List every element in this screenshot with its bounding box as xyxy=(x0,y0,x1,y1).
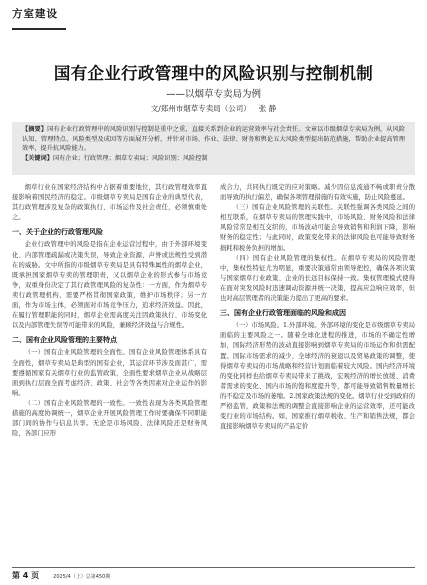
keywords xyxy=(22,154,405,164)
article-subtitle: ——以烟草专卖局为例 xyxy=(165,89,261,100)
page-footer xyxy=(12,570,110,581)
keywords-text: 国有企业；行政管理；烟草专卖局；风险识别；风险控制 xyxy=(52,154,208,162)
body-paragraph: （一）国有企业风险管理的全面性。国有企业风险管理体系具有全面性，烟草专卖局是典型的国有企业，其运营环节涉及面甚广，需要遵循国家有关烟草行业的监管政策，全面性要求烟草企业从战略层面到执行层面全面考虑经济、政策、社会等各类因素对企业运作的影响。 xyxy=(12,349,207,397)
body-paragraph: 烟草行业在国家经济结构中占据着重要地位，其行政管理效率直接影响着国民经济的稳定。市级烟草专卖局是国有企业的典型代表，其行政管理涉及复杂的政策执行、市场运作及社会责任，必须慎重处之。 xyxy=(12,184,207,222)
author-name: 张 静 xyxy=(258,104,277,113)
body-column-left xyxy=(12,183,207,439)
section-heading: 三、国有企业行政管理面临的风险和成因 xyxy=(220,309,346,318)
body-paragraph: （四）国有企业风险管理的集权性。在烟草专卖局的风险管理中，集权性特征尤为明显，重要决策通常由领导把控，确保各项决策与国家烟草行业政策、企业的长远目标保持一致。集权管理模式使得在面对突发风险时迅速调动资源并统一决策，提高应急响应效率，但也对高层管理者的决策能力提出了更高的要求。 xyxy=(220,254,415,303)
abstract-label: 【摘要】 xyxy=(22,126,48,133)
article-title: 国有企业行政管理中的风险识别与控制机制 xyxy=(53,64,374,83)
column-tag-rule xyxy=(12,28,66,30)
column-tag: 方室建设 xyxy=(12,8,58,20)
footer-rule xyxy=(12,567,415,568)
body-paragraph: （三）国有企业风险管理的关联性。关联性强调各类风险之间的相互联系，在烟草专卖局的管理实践中，市场风险、财务风险和法律风险常常是相互交织的，市场波动可能会导致销售和利润下降，影响财务的稳定性；与此同时，政策变化带来的法律风险也可能导致财务损耗和税务负担的增加。 xyxy=(220,204,415,252)
body-paragraph: 企业行政管理中的风险是指在企业运营过程中，由于外部环境变化、内部管理疏漏或决策失误，导致企业资源、声誉或法规性受到潜在的威胁。文中所指的市级烟草专卖局是具有特殊属性的烟草企业，既承担国家烟草专卖的管理职责，又以烟草企业的形式参与市场竞争，双重身份决定了其行政管理风险的复杂性：一方面，作为烟草专卖行政管理机构，需要严格贯彻国家政策，维护市场秩序；另一方面，作为市场主体，必须面对市场竞争压力，追求经济效益。因此，在履行管理职能的同时，烟草企业需高度关注因政策执行、市场变化以及内部管理失误等可能带来的风险，兼顾经济效益与合规性。 xyxy=(12,241,207,330)
keywords-label: 【关键词】 xyxy=(22,154,53,162)
body-paragraph: （二）国有企业风险管理的一致性。一致性表现为各类风险管理措施的高度协调统一，烟草企业开展风险管理工作时要确保不同职能部门间的协作与信息共享。无论是市场风险、法律风险还是财务风险，各部门应形 xyxy=(12,399,207,438)
affiliation: 文/郑州市烟草专卖局（公司） xyxy=(150,104,251,113)
abstract-text: 国有企业行政管理中的风险识别与控制是重中之重，直接关系到企业的运营效率与社会责任。文章以市级烟草专卖局为例，从风险认知、管理特点、风险类型及成因等方面展开分析，并针对市场、作业、法律、财务和舆论五大风险类型提出防范措施，帮助企业提高管理效率，提升抗风险能力。 xyxy=(22,126,406,153)
section-heading: 二、国有企业风险管理的主要特点 xyxy=(12,336,117,345)
body-column-right xyxy=(220,183,415,432)
issue-info: 2025/4（上）总第450期 xyxy=(53,574,111,580)
body-paragraph: （一）市场风险。1.外部环境。外部环境的变化是市级烟草专卖局面临的主要风险之一。随着全球化进程的推进，市场的不确定性增加，国际经济形势的波动直接影响到烟草专卖局的市场运作和供需配置。国际市场需求的减少、全球经济的衰退以及贸易政策的调整，使得烟草专卖局的市场战略和经营计划面临着较大风险。国内经济环境的变化同样也给烟草专卖局带来了挑战，宏观经济的增长放缓、消费者需求的变化、国内市场的饱和度提升等，都可能导致销售数量增长的不稳定及市场的萎缩。2.国家政策法规的变化。烟草行业受到政府的严格监管，政策和法规的调整会直接影响企业的运营效率，还可能改变行业的市场结构。如，国家推行烟草税收、生产和销售法规，都会直接影响烟草专卖局的产品定价 xyxy=(220,322,415,431)
abstract xyxy=(22,125,405,154)
body-paragraph: 成合力，共同执行既定的应对策略。减少因信息流通不畅或职责分散而导致的执行偏差，确保各项管理措施的有效实施，防止风险蔓延。 xyxy=(220,184,415,202)
page-number: 第 4 页 xyxy=(12,571,40,580)
section-heading: 一、关于企业的行政管理风险 xyxy=(12,228,103,237)
abstract-box xyxy=(12,122,415,175)
author-line xyxy=(0,103,427,114)
